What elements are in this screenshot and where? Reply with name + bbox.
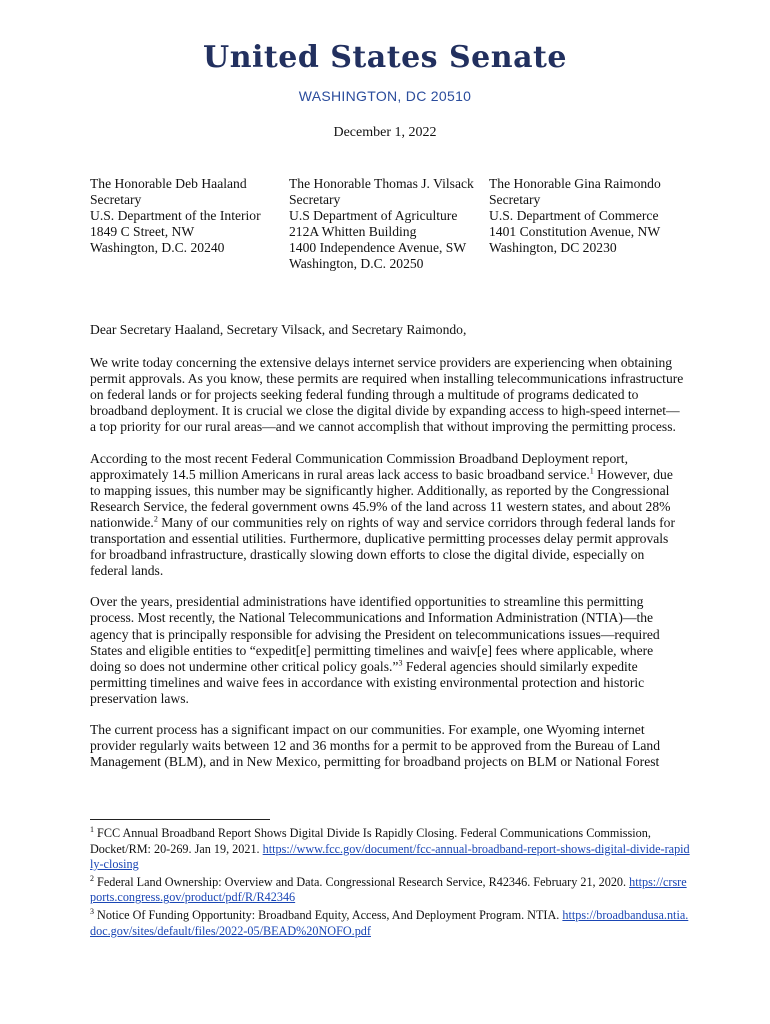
footnote-text: Federal Land Ownership: Overview and Data. Congressional Research Service, R42346. February 21, 2020.: [94, 874, 630, 889]
footnote-divider: [90, 819, 270, 820]
paragraph-federal-lands: [90, 451, 684, 580]
addressee-raimondo: [489, 176, 661, 256]
addressee-vilsack: [289, 176, 474, 272]
footnote-2: [90, 875, 690, 906]
footnote-text: Notice Of Funding Opportunity: Broadband Equity, Access, And Deployment Program. NTIA.: [94, 907, 563, 922]
addressee-department: U.S Department of Agriculture: [289, 208, 458, 223]
addressee-address-line: 212A Whitten Building: [289, 224, 417, 239]
paragraph-ntia-streamlining: [90, 594, 684, 707]
letter-body: [90, 322, 684, 785]
addressee-name: The Honorable Gina Raimondo: [489, 176, 661, 191]
paragraph-text: Over the years, presidential administrations have identified opportunities to streamline this permitting process. Most recently, the National Telecommunications and Information Administration (NTIA)—the agency that is principally responsible for advising the President on telecommunications issues—required States and eligible entities to “expedit[e] permitting timelines and waiv[e] fees where applicable, where doing so does not undermine other critical policy goals.”: [90, 594, 660, 674]
footnote-link[interactable]: https://www.fcc.gov/document/fcc-annual-broadband-report-shows-digital-divide-rapidly-closing: [90, 841, 690, 872]
addressee-name: The Honorable Deb Haaland: [90, 176, 247, 191]
footnote-text: FCC Annual Broadband Report Shows Digital Divide Is Rapidly Closing. Federal Communications Commission, Docket/RM: 20-269. Jan 19, 2021.: [90, 826, 651, 856]
addressee-address-line: Washington, D.C. 20240: [90, 240, 225, 255]
salutation: Dear Secretary Haaland, Secretary Vilsack, and Secretary Raimondo,: [90, 322, 467, 337]
paragraph-permit-delays: We write today concerning the extensive delays internet service providers are experiencing when obtaining permit approvals. As you know, these permits are required when installing telecommunications infrastructure on federal lands or for projects seeking federal funding through a multitude of programs dedicated to broadband deployment. It is crucial we close the digital divide by expanding access to high-speed internet—a top priority for our rural areas—and we cannot accomplish that without improving the permitting process.: [90, 355, 684, 435]
footnote-1: [90, 826, 690, 873]
addressee-department: U.S. Department of the Interior: [90, 208, 261, 223]
addressee-haaland: [90, 176, 261, 256]
paragraph-text: Federal agencies should similarly expedite permitting timelines and waive fees in accordance with existing environmental protection and historic preservation laws.: [90, 658, 645, 706]
addressee-name: The Honorable Thomas J. Vilsack: [289, 176, 474, 191]
paragraph-text: However, due to mapping issues, this number may be significantly higher. Additionally, as reported by the Congressional Research Service, the federal government owns 45.9% of the land across 11 western states, and about 28% nationwide.: [90, 466, 673, 530]
letterhead-city: WASHINGTON, DC 20510: [298, 88, 472, 104]
paragraph-text: According to the most recent Federal Communication Commission Broadband Deployment report, approximately 14.5 million Americans in rural areas lack access to basic broadband service.: [90, 450, 628, 482]
addressee-address-line: Washington, D.C. 20250: [289, 256, 424, 271]
footnote-number: 2: [90, 873, 94, 883]
addressee-address-line: 1400 Independence Avenue, SW: [289, 240, 467, 255]
paragraph-text: Many of our communities rely on rights of way and service corridors through federal lands for transportation and essential utilities. Furthermore, duplicative permitting processes delay permit approvals for broadband infrastructure, drastically slowing down efforts to close the digital divide, especially on federal lands.: [90, 514, 675, 579]
addressee-address-line: 1401 Constitution Avenue, NW: [489, 224, 661, 239]
letter-date: December 1, 2022: [333, 125, 437, 140]
footnote-ref[interactable]: 2: [153, 514, 158, 524]
addressee-title: Secretary: [289, 192, 341, 207]
footnote-number: 1: [90, 824, 94, 834]
footnote-link[interactable]: https://broadbandusa.ntia.doc.gov/sites/default/files/2022-05/BEAD%20NOFO.pdf: [90, 907, 689, 938]
footnote-3: [90, 908, 690, 939]
senate-letterhead-title: United States Senate: [203, 40, 567, 75]
footnote-number: 3: [90, 906, 94, 916]
footnote-ref[interactable]: 3: [398, 658, 403, 668]
footnotes: [90, 826, 690, 941]
addressee-department: U.S. Department of Commerce: [489, 208, 659, 223]
addressee-title: Secretary: [90, 192, 142, 207]
footnote-link[interactable]: https://crsreports.congress.gov/product/pdf/R/R42346: [90, 874, 687, 905]
footnote-ref[interactable]: 1: [589, 466, 594, 476]
paragraph-community-impact: The current process has a significant impact on our communities. For example, one Wyoming internet provider regularly waits between 12 and 36 months for a permit to be approved from the Bureau of Land Management (BLM), and in New Mexico, permitting for broadband projects on BLM or National Forest: [90, 721, 661, 770]
addressee-title: Secretary: [489, 192, 541, 207]
addressee-address-line: 1849 C Street, NW: [90, 224, 195, 239]
addressee-address-line: Washington, DC 20230: [489, 240, 617, 255]
